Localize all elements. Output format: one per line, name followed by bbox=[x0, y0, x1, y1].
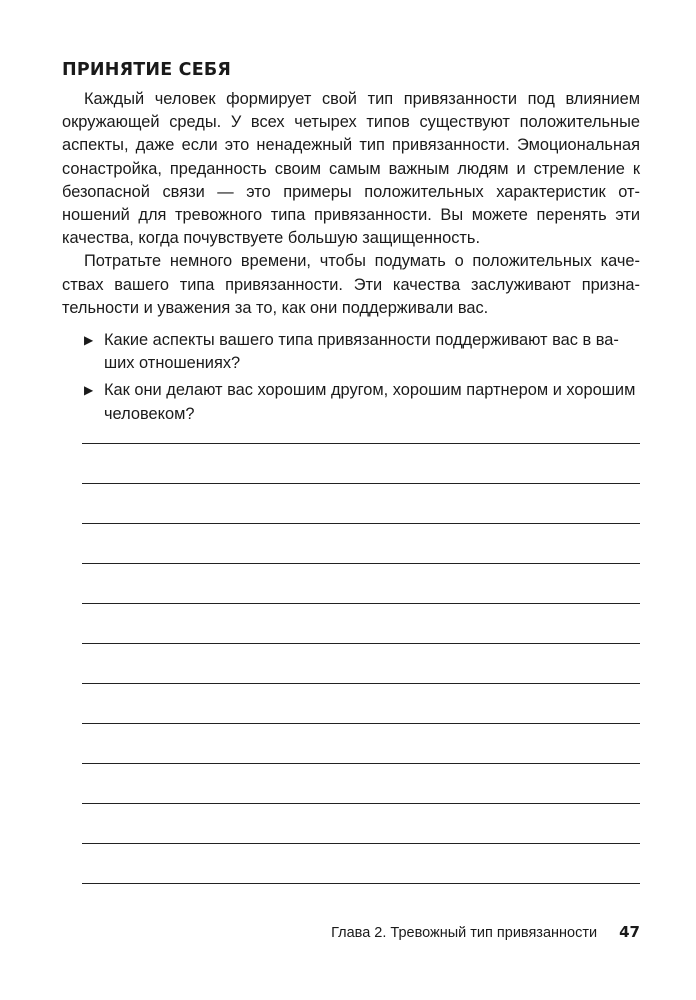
writing-line bbox=[82, 843, 640, 844]
writing-line bbox=[82, 603, 640, 604]
writing-line bbox=[82, 523, 640, 524]
writing-line bbox=[82, 723, 640, 724]
paragraph-2: Потратьте немного времени, чтобы подумать о положительных качествах вашего типа привязанности. Эти качества заслуживают признательности и уважения за то, как они поддерживали вас. bbox=[62, 252, 640, 317]
triangle-bullet-icon: ▶ bbox=[84, 383, 94, 398]
page-number: 47 bbox=[619, 923, 640, 941]
writing-line bbox=[82, 803, 640, 804]
writing-line bbox=[82, 683, 640, 684]
running-footer-chapter: Глава 2. Тревожный тип привязанности bbox=[331, 925, 598, 941]
page-content bbox=[62, 58, 640, 430]
writing-line bbox=[82, 883, 640, 884]
writing-line bbox=[82, 643, 640, 644]
triangle-bullet-icon: ▶ bbox=[84, 333, 94, 348]
question-list bbox=[62, 329, 640, 426]
writing-line bbox=[82, 563, 640, 564]
question-text: Какие аспекты вашего типа привязанности поддерживают вас в ваших отношениях? bbox=[104, 331, 619, 373]
paragraph-1: Каждый человек формирует свой тип привязанности под влиянием окружающей среды. У всех четырех типов существуют положительные аспекты, даже если это ненадежный тип привязанности. Эмоциональная сонастройка, преданность своим самым важным людям и стремление к безопасной связи — это примеры положительных характеристик отношений для тревожного типа привязанности. Вы можете перенять эти качества, когда почувствуете большую защищенность. bbox=[62, 90, 640, 248]
writing-line bbox=[82, 763, 640, 764]
writing-line bbox=[82, 443, 640, 444]
writing-line bbox=[82, 483, 640, 484]
question-item bbox=[62, 329, 640, 375]
section-title: ПРИНЯТИЕ СЕБЯ bbox=[62, 60, 232, 80]
writing-lines bbox=[82, 443, 640, 923]
question-text: Как они делают вас хорошим другом, хорошим партнером и хорошим человеком? bbox=[104, 381, 636, 423]
question-item bbox=[62, 379, 640, 425]
page-footer bbox=[0, 922, 640, 943]
